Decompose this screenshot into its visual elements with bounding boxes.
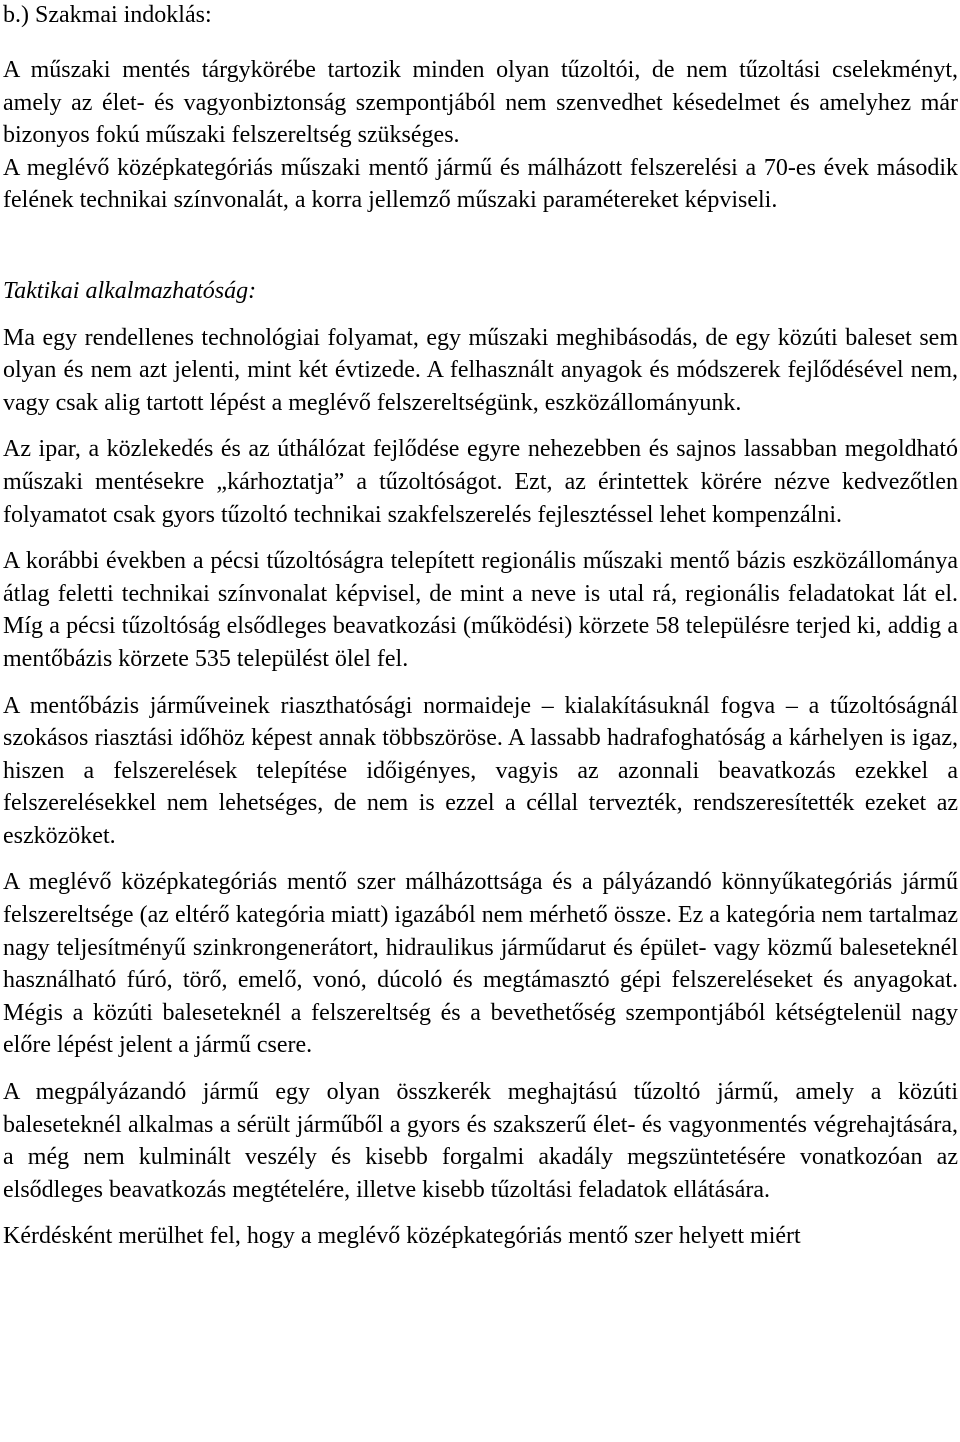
paragraph-question: Kérdésként merülhet fel, hogy a meglévő középkategóriás mentő szer helyett miért	[3, 1223, 801, 1250]
section-heading: b.) Szakmai indoklás:	[3, 2, 212, 28]
paragraph-existing-vehicle: A meglévő középkategóriás műszaki mentő jármű és málházott felszerelési a 70-es évek második felének technikai színvonalát, a korra jellemző műszaki paramétereket képviseli.	[3, 154, 958, 214]
subheading-tactical-applicability: Taktikai alkalmazhatóság:	[3, 277, 257, 304]
paragraph-technological-change: Ma egy rendellenes technológiai folyamat, egy műszaki meghibásodás, de egy közúti baleset sem olyan és nem azt jelenti, mint két évtizede. A felhasznált anyagok és módszerek fejlődésével nem, vagy csak alig tartott lépést a meglévő felszereltségünk, eszközállományunk.	[3, 324, 958, 416]
paragraph-new-vehicle: A megpályázandó jármű egy olyan összkerék meghajtású tűzoltó jármű, amely a közúti baleseteknél alkalmas a sérült járműből a gyors és szakszerű élet- és vagyonmentés végrehajtására, a még nem kulminált veszély és kisebb forgalmi akadály megszüntetésére vonatkozóan az elsődleges beavatkozás megtételére, illetve kisebb tűzoltási feladatok ellátására.	[3, 1079, 958, 1203]
paragraph-alarm-time: A mentőbázis járműveinek riaszthatósági normaideje – kialakításuknál fogva – a tűzoltóságnál szokásos riasztási időhöz képest annak többszöröse. A lassabb hadrafoghatóság a kárhelyen is igaz, hiszen a felszerelések telepítése időigényes, vagyis az azonnali beavatkozás ezekkel a felszerelésekkel nem lehetséges, de nem is ezzel a céllal tervezték, rendszeresítették ezeket az eszközöket.	[3, 692, 958, 849]
paragraph-category-comparison: A meglévő középkategóriás mentő szer málházottsága és a pályázandó könnyűkategóriás jármű felszereltsége (az eltérő kategória miatt) igazából nem mérhető össze. Ez a kategória nem tartalmaz nagy teljesítményű szinkrongenerátort, hidraulikus járműdarut és épület- vagy közmű baleseteknél használható fúró, törő, emelő, vonó, dúcoló és megtámasztó gépi felszereléseket és anyagokat. Mégis a közúti baleseteknél a felszereltség és a bevethetőség szempontjából kétségtelenül nagy előre lépést jelent a jármű csere.	[3, 869, 958, 1059]
paragraph-infrastructure-development: Az ipar, a közlekedés és az úthálózat fejlődése egyre nehezebben és sajnos lassabban megoldható műszaki mentésekre „kárhoztatja” a tűzoltóságot. Ezt, az érintettek körére nézve kedvezőtlen folyamatot csak gyors tűzoltó technikai szakfelszerelés fejlesztéssel lehet kompenzálni.	[3, 436, 958, 528]
paragraph-technical-rescue-definition: A műszaki mentés tárgykörébe tartozik minden olyan tűzoltói, de nem tűzoltási cselekményt, amely az élet- és vagyonbiztonság szempontjából nem szenvedhet késedelmet és amelyhez már bizonyos fokú műszaki felszereltség szükséges.	[3, 57, 958, 149]
paragraph-regional-base: A korábbi években a pécsi tűzoltóságra telepített regionális műszaki mentő bázis eszközállománya átlag feletti technikai színvonalat képvisel, de mint a neve is utal rá, regionális feladatokat lát el. Míg a pécsi tűzoltóság elsődleges beavatkozási (működési) körzete 58 településre terjed ki, addig a mentőbázis körzete 535 települést ölel fel.	[3, 548, 958, 672]
